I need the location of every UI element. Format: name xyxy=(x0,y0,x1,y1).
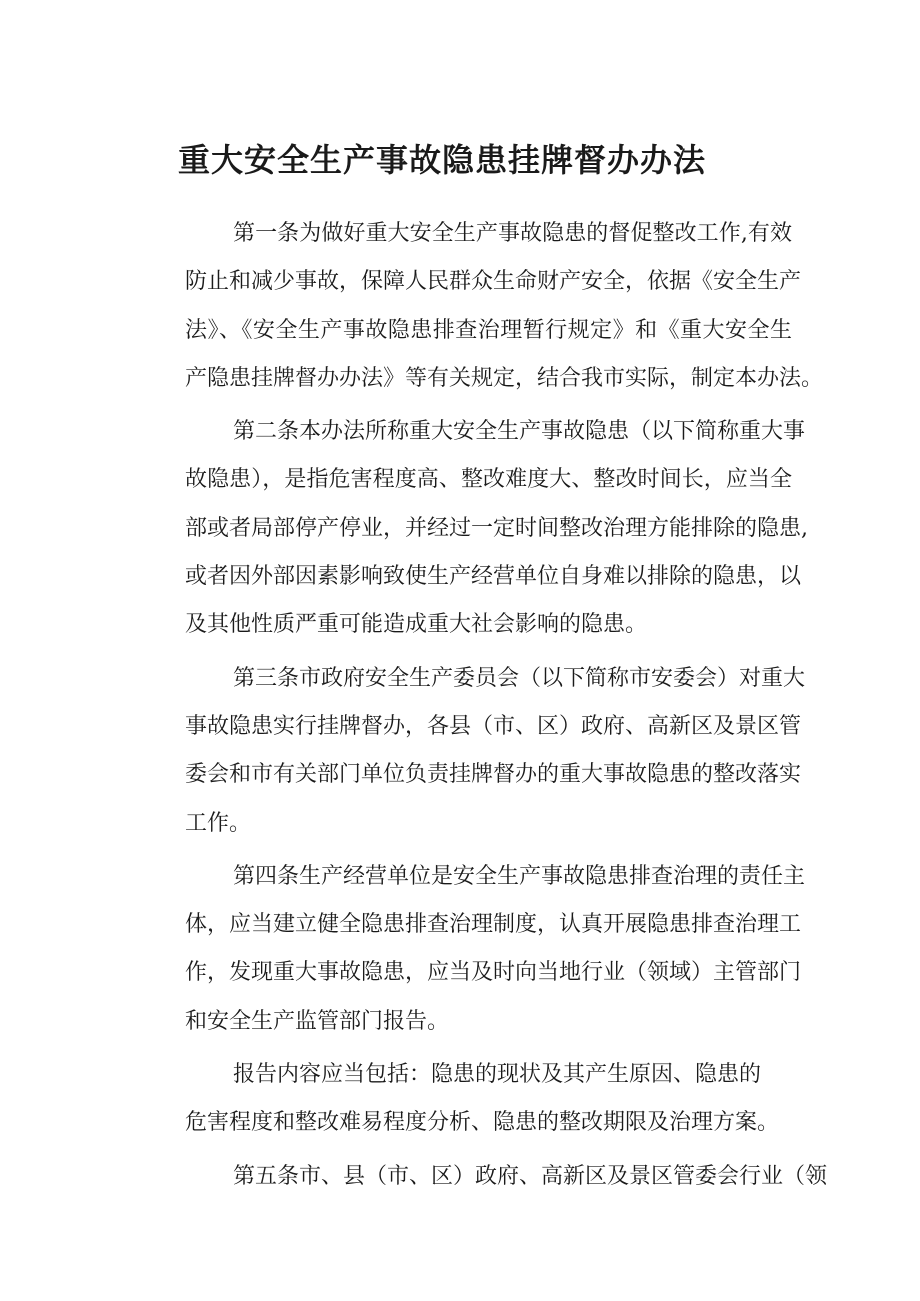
article-3-paragraph xyxy=(137,655,806,848)
text-line: 部或者局部停产停业，并经过一定时间整改治理方能排除的隐患, xyxy=(185,515,808,541)
text-line: 或者因外部因素影响致使生产经营单位自身难以排除的隐患，以 xyxy=(185,564,802,590)
article-5-paragraph xyxy=(137,1153,828,1201)
text-line: 法》、《安全生产事故隐患排查治理暂行规定》和《重大安全生 xyxy=(185,317,792,343)
article-1-paragraph xyxy=(137,210,824,403)
text-line: 危害程度和整改难易程度分析、隐患的整改期限及治理方案。 xyxy=(185,1110,780,1136)
text-line: 故隐患），是指危害程度高、整改难度大、整改时间长，应当全 xyxy=(185,467,792,493)
report-content-paragraph xyxy=(137,1051,792,1148)
article-4-paragraph xyxy=(137,853,806,1046)
text-line: 工作。 xyxy=(185,810,252,836)
text-line: 事故隐患实行挂牌督办，各县（市、区）政府、高新区及景区管 xyxy=(185,713,802,739)
text-line: 及其他性质严重可能造成重大社会影响的隐患。 xyxy=(185,612,648,638)
text-line: 作，发现重大事故隐患，应当及时向当地行业（领域）主管部门 xyxy=(185,960,802,986)
document-body xyxy=(137,210,828,1206)
text-line: 和安全生产监管部门报告。 xyxy=(185,1008,450,1034)
article-2-paragraph xyxy=(137,408,808,649)
text-line: 第五条市、县（市、区）政府、高新区及景区管委会行业（领 xyxy=(233,1163,828,1189)
text-line: 报告内容应当包括：隐患的现状及其产生原因、隐患的 xyxy=(233,1062,762,1088)
text-line: 第一条为做好重大安全生产事故隐患的督促整改工作,有效 xyxy=(233,221,792,246)
text-line: 第四条生产经营单位是安全生产事故隐患排查治理的责任主 xyxy=(233,863,806,889)
text-line: 防止和减少事故，保障人民群众生命财产安全，依据《安全生产 xyxy=(185,269,802,295)
text-line: 第三条市政府安全生产委员会（以下简称市安委会）对重大 xyxy=(233,665,806,691)
text-line: 体，应当建立健全隐患排查治理制度，认真开展隐患排查治理工 xyxy=(185,912,802,938)
text-line: 委会和市有关部门单位负责挂牌督办的重大事故隐患的整改落实 xyxy=(185,762,802,788)
text-line: 产隐患挂牌督办办法》等有关规定，结合我市实际，制定本办法。 xyxy=(185,365,824,391)
text-line: 第二条本办法所称重大安全生产事故隐患（以下简称重大事 xyxy=(233,419,806,445)
document-title: 重大安全生产事故隐患挂牌督办办法 xyxy=(177,141,706,179)
